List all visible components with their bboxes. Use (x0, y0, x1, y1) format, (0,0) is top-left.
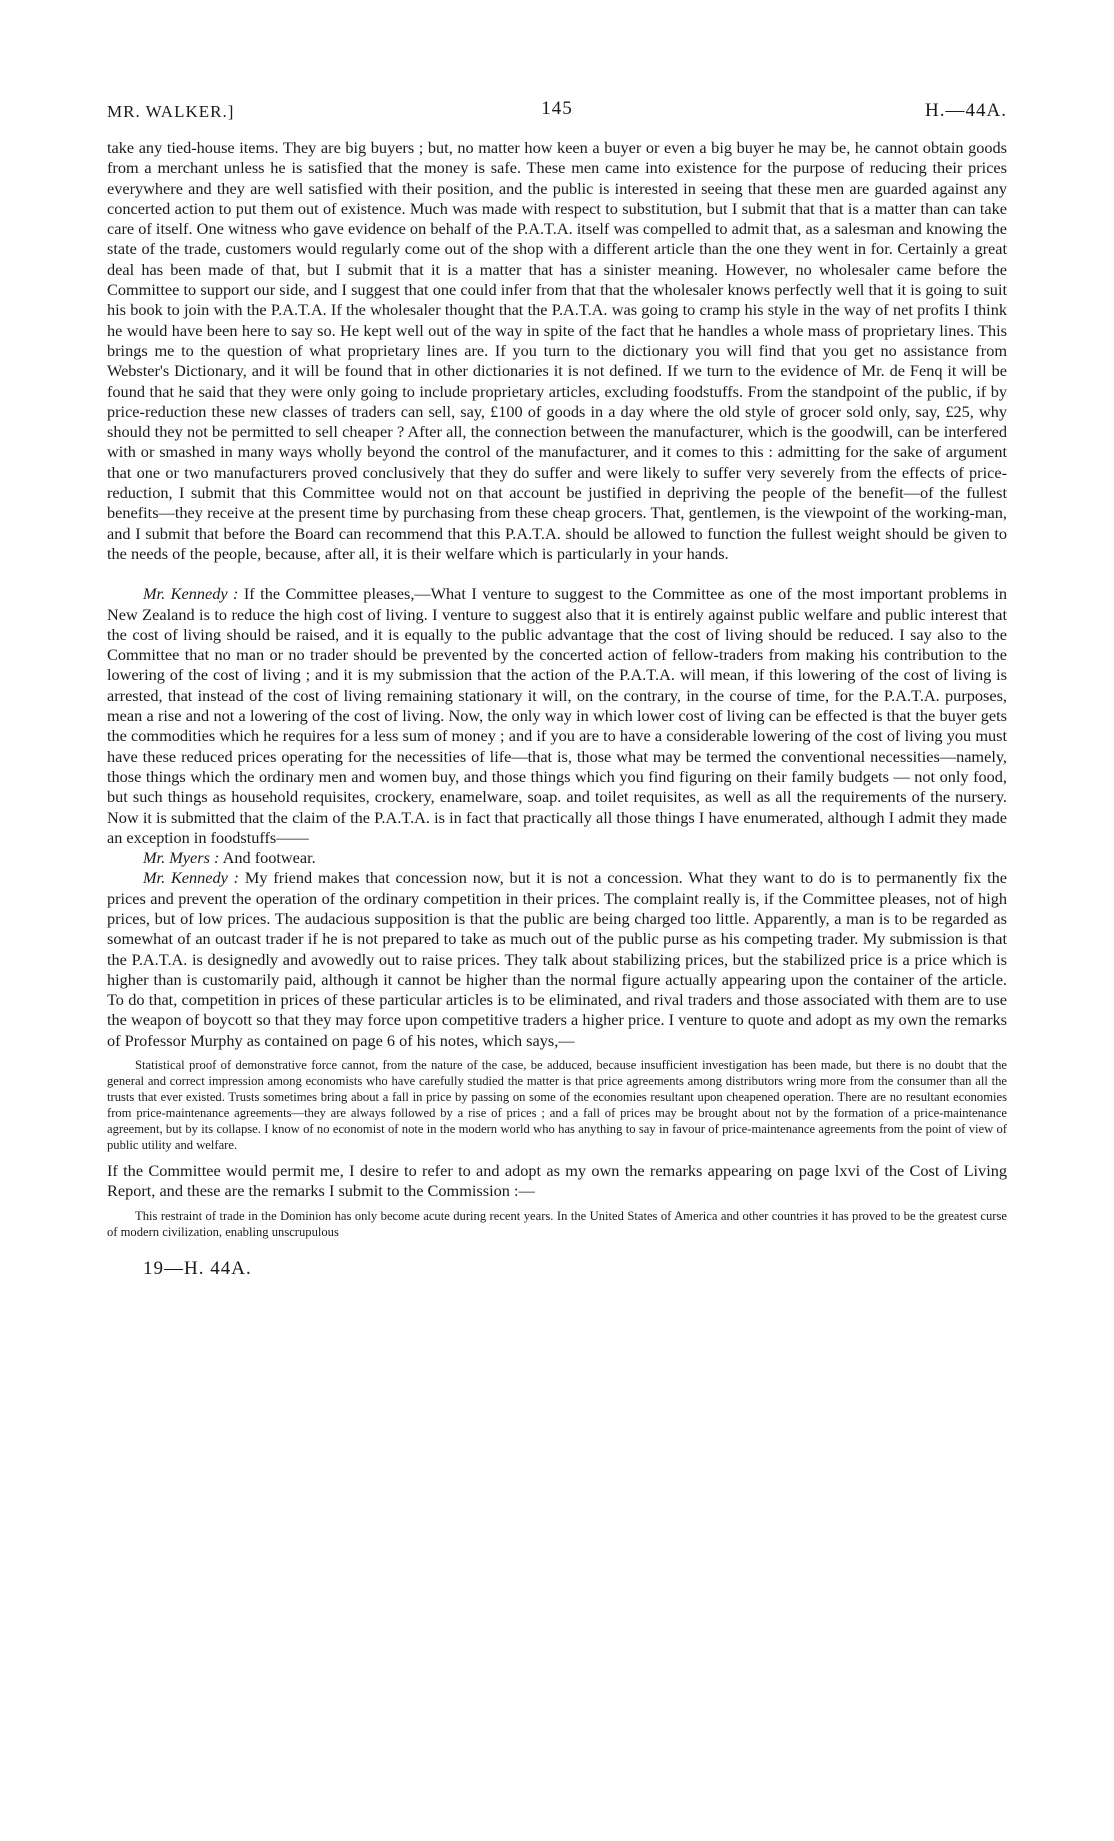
paragraph-cost-of-living: If the Committee would permit me, I desire to refer to and adopt as my own the remarks appearing on page lxvi of the Cost of Living Report, and these are the remarks I submit to the Commission :— (107, 1161, 1007, 1201)
page-number: 145 (541, 98, 573, 119)
header-speaker: MR. WALKER.] (107, 102, 235, 121)
page-header (107, 96, 1007, 126)
quote-text: Statistical proof of demonstrative force cannot, from the nature of the case, be adduced, because insufficient investigation has been made, but there is no doubt that the general and correct impression among economists who have carefully studied the matter is that price agreements among distributors wring more from the consumer than all the trusts that ever existed. Trusts sometimes bring about a fall in price by passing on some of the economies resultant upon cheapened operation. There are no resultant economies from price-maintenance agreements—they are always followed by a rise of prices ; and a fall of prices may be brought about not by the formation of a price-maintenance agreement, but by its collapse. I know of no economist of note in the modern world who has anything to say in favour of price-maintenance agreements from the point of view of public utility and welfare. (107, 1058, 1007, 1153)
paragraph-continuation: take any tied-house items. They are big buyers ; but, no matter how keen a buyer or even a big buyer he may be, he cannot obtain goods from a merchant unless he is satisfied that the money is safe. These men came into existence for the purpose of reducing their prices everywhere and they are well satisfied with their position, and the public is interested in seeing that these men are guarded against any concerted action to put them out of existence. Much was made with respect to substitution, but I submit that that is a matter than can take care of itself. One witness who gave evidence on behalf of the P.A.T.A. itself was compelled to admit that, as a salesman and knowing the state of the trade, customers would regularly come out of the shop with a different article than the one they went in for. Certainly a great deal has been made of that, but I submit that it is a matter that has a sinister meaning. However, no wholesaler came before the Committee to support our side, and I suggest that one could infer from that that the wholesaler knows perfectly well that it is going to suit his book to join with the P.A.T.A. If the wholesaler thought that the P.A.T.A. was going to cramp his style in the way of net profits I think he would have been here to say so. He kept well out of the way in spite of the fact that he handles a whole mass of proprietary lines. This brings me to the question of what proprietary lines are. If you turn to the dictionary you will find that you get no assistance from Webster's Dictionary, and it will be found that in other dictionaries it is not defined. If we turn to the evidence of Mr. de Fenq it will be found that he said that they were only going to include proprietary articles, excluding foodstuffs. From the standpoint of the public, if by price-reduction these new classes of traders can sell, say, £100 of goods in a day where the old style of grocer sold only, say, £25, why should they not be permitted to sell cheaper ? After all, the connection between the manufacturer, which is the goodwill, can be interfered with or smashed in many ways wholly beyond the control of the manufacturer, and it comes to this : admitting for the sake of argument that one or two manufacturers proved conclusively that they do suffer and were likely to suffer very severely from the effects of price-reduction, I submit that this Committee would not on that account be justified in depriving the people of the benefit—of the fullest benefits—they receive at the present time by purchasing from these cheap grocers. That, gentlemen, is the viewpoint of the working-man, and I submit that before the Board can recommend that this P.A.T.A. should be allowed to function the fullest weight should be given to the needs of the people, because, after all, it is their welfare which is particularly in your hands. (107, 138, 1007, 563)
document-page (107, 96, 1007, 1836)
paragraph-text: My friend makes that concession now, but it is not a concession. What they want to do is to permanently fix the prices and prevent the operation of the ordinary competition in their prices. The complaint really is, if the Committee pleases, not of high prices, but of low prices. The audacious supposition is that the public are being charged too little. Apparently, a man is to be regarded as somewhat of an outcast trader if he is not prepared to take as much out of the public purse as his competing trader. My submission is that the P.A.T.A. is designedly and avowedly out to raise prices. They talk about stabilizing prices, but the stabilized price is a price which is higher than is customarily paid, although it cannot be higher than the normal figure actually appearing upon the container of the article. To do that, competition in prices of these particular articles is to be eliminated, and rival traders and those associated with them are to use the weapon of boycott so that they may force upon competitive traders a higher price. I venture to quote and adopt as my own the remarks of Professor Murphy as contained on page 6 of his notes, which says,— (107, 868, 1007, 1050)
speaker-label: Mr. Myers : (143, 848, 220, 868)
paragraph-kennedy-1 (107, 584, 1007, 848)
paragraph-text: If the Committee pleases,—What I venture to suggest to the Committee as one of the most important problems in New Zealand is to reduce the high cost of living. I venture to suggest also that it is entirely against public welfare and public interest that the cost of living should be raised, and it is equally to the public advantage that the cost of living should be reduced. I say also to the Committee that no man or no trader should be prevented by the concerted action of fellow-traders from making his contribution to the lowering of the cost of living ; and it is my submission that the action of the P.A.T.A. will mean, if this lowering of the cost of living is arrested, that instead of the cost of living remaining stationary it will, on the contrary, in the course of time, for the P.A.T.A. purposes, mean a rise and not a lowering of the cost of living. Now, the only way in which lower cost of living can be effected is that the buyer gets the commodities which he requires for a less sum of money ; and if you are to have a considerable lowering of the cost of living you must have these reduced prices operating for the necessities of life—that is, those what may be termed the conventional necessities—namely, those things which the ordinary men and women buy, and those things which you find figuring on their family budgets — not only food, but such things as household requisites, crockery, enamelware, soap. and toilet requisites, as well as all the requirements of the nursery. Now it is submitted that the claim of the P.A.T.A. is in fact that practically all those things I have enumerated, although I admit they made an exception in foodstuffs—— (107, 584, 1007, 847)
paragraph-myers (107, 848, 1007, 868)
block-quote-murphy (107, 1057, 1007, 1153)
body-text (107, 138, 1007, 1240)
quote-text: This restraint of trade in the Dominion has only become acute during recent years. In the United States of America and other countries it has proved to be the greatest curse of modern civilization, enabling unscrupulous (107, 1208, 1007, 1239)
paragraph-text: And footwear. (222, 848, 316, 868)
signature-mark: 19—H. 44A. (143, 1257, 252, 1279)
paragraph-kennedy-2 (107, 868, 1007, 1051)
speaker-label: Mr. Kennedy : (143, 584, 239, 604)
document-reference: H.—44A. (925, 100, 1007, 121)
speaker-label: Mr. Kennedy : (143, 868, 240, 888)
block-quote-report (107, 1208, 1007, 1240)
